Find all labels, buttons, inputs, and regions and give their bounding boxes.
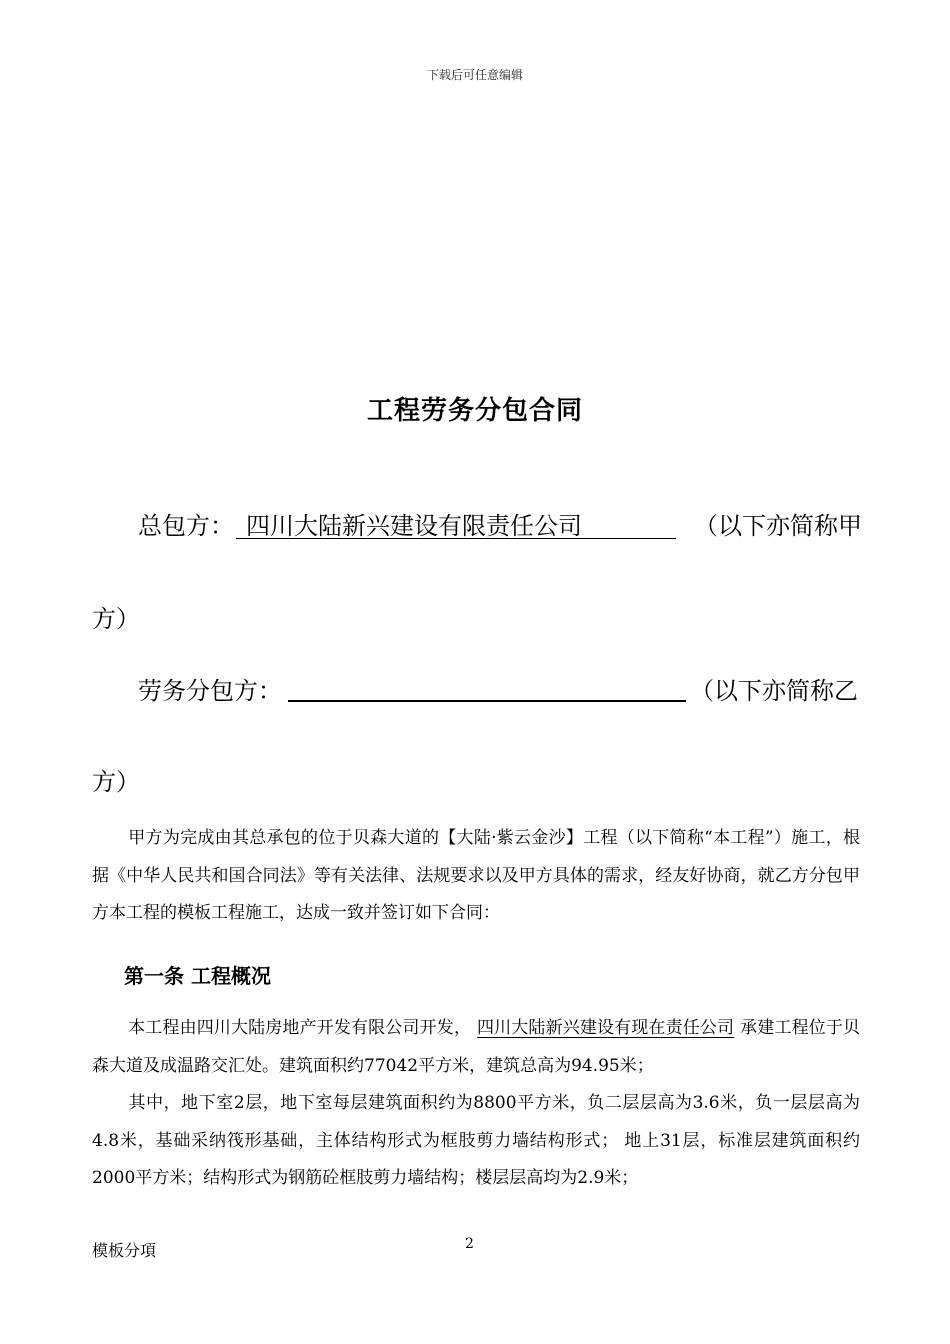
general-contractor-value: 四川大陆新兴建设有限责任公司 [246, 512, 582, 540]
page-number: 2 [465, 1236, 474, 1252]
labor-subcontractor-suffix-cont: 方） [92, 768, 140, 796]
p2-text: 其中，地下室2层，地下室每层建筑面积约为8800平方米，负二层层高为3.6米，负一层层高为4.8米，基础采纳筏形基础，主体结构形式为框肢剪力墙结构形式； 地上31层，标准层建筑面积约2000平方米；结构形式为钢筋砼框肢剪力墙结构；楼层层高均为2.9米； [92, 1093, 860, 1188]
intro-paragraph [92, 820, 860, 933]
p1-before: 本工程由四川大陆房地产开发有限公司开发， [128, 1018, 471, 1038]
section-1-heading: 第一条 工程概况 [124, 964, 271, 988]
labor-subcontractor-suffix: （以下亦简称乙 [690, 677, 858, 705]
section-1-paragraph-1 [92, 1010, 860, 1085]
p1-after: 承建工程位于贝森大道及成温路交汇处。建筑面积约77042平方米，建筑总高为94.95米； [92, 1018, 861, 1076]
labor-subcontractor-label: 劳务分包方： [138, 677, 282, 705]
header-note: 下载后可任意编辑 [426, 68, 523, 82]
section-1-paragraph-2 [92, 1085, 860, 1198]
general-contractor-suffix-cont: 方） [92, 605, 140, 633]
general-contractor-label: 总包方： [138, 512, 234, 540]
general-contractor-suffix: （以下亦简称甲 [694, 512, 862, 540]
general-contractor-field [236, 511, 676, 539]
p1-company: 四川大陆新兴建设有现在责任公司 [477, 1018, 735, 1038]
contract-title: 工程劳务分包合同 [366, 396, 583, 426]
intro-text: 甲方为完成由其总承包的位于贝森大道的【大陆·紫云金沙】工程（以下简称“本工程”）施工，根据《中华人民共和国合同法》等有关法律、法规要求以及甲方具体的需求，经友好协商，就乙方分包甲方本工程的模板工程施工，达成一致并签订如下合同： [92, 828, 860, 923]
footer-label: 模板分項 [92, 1241, 157, 1260]
labor-subcontractor-blank [288, 675, 686, 702]
